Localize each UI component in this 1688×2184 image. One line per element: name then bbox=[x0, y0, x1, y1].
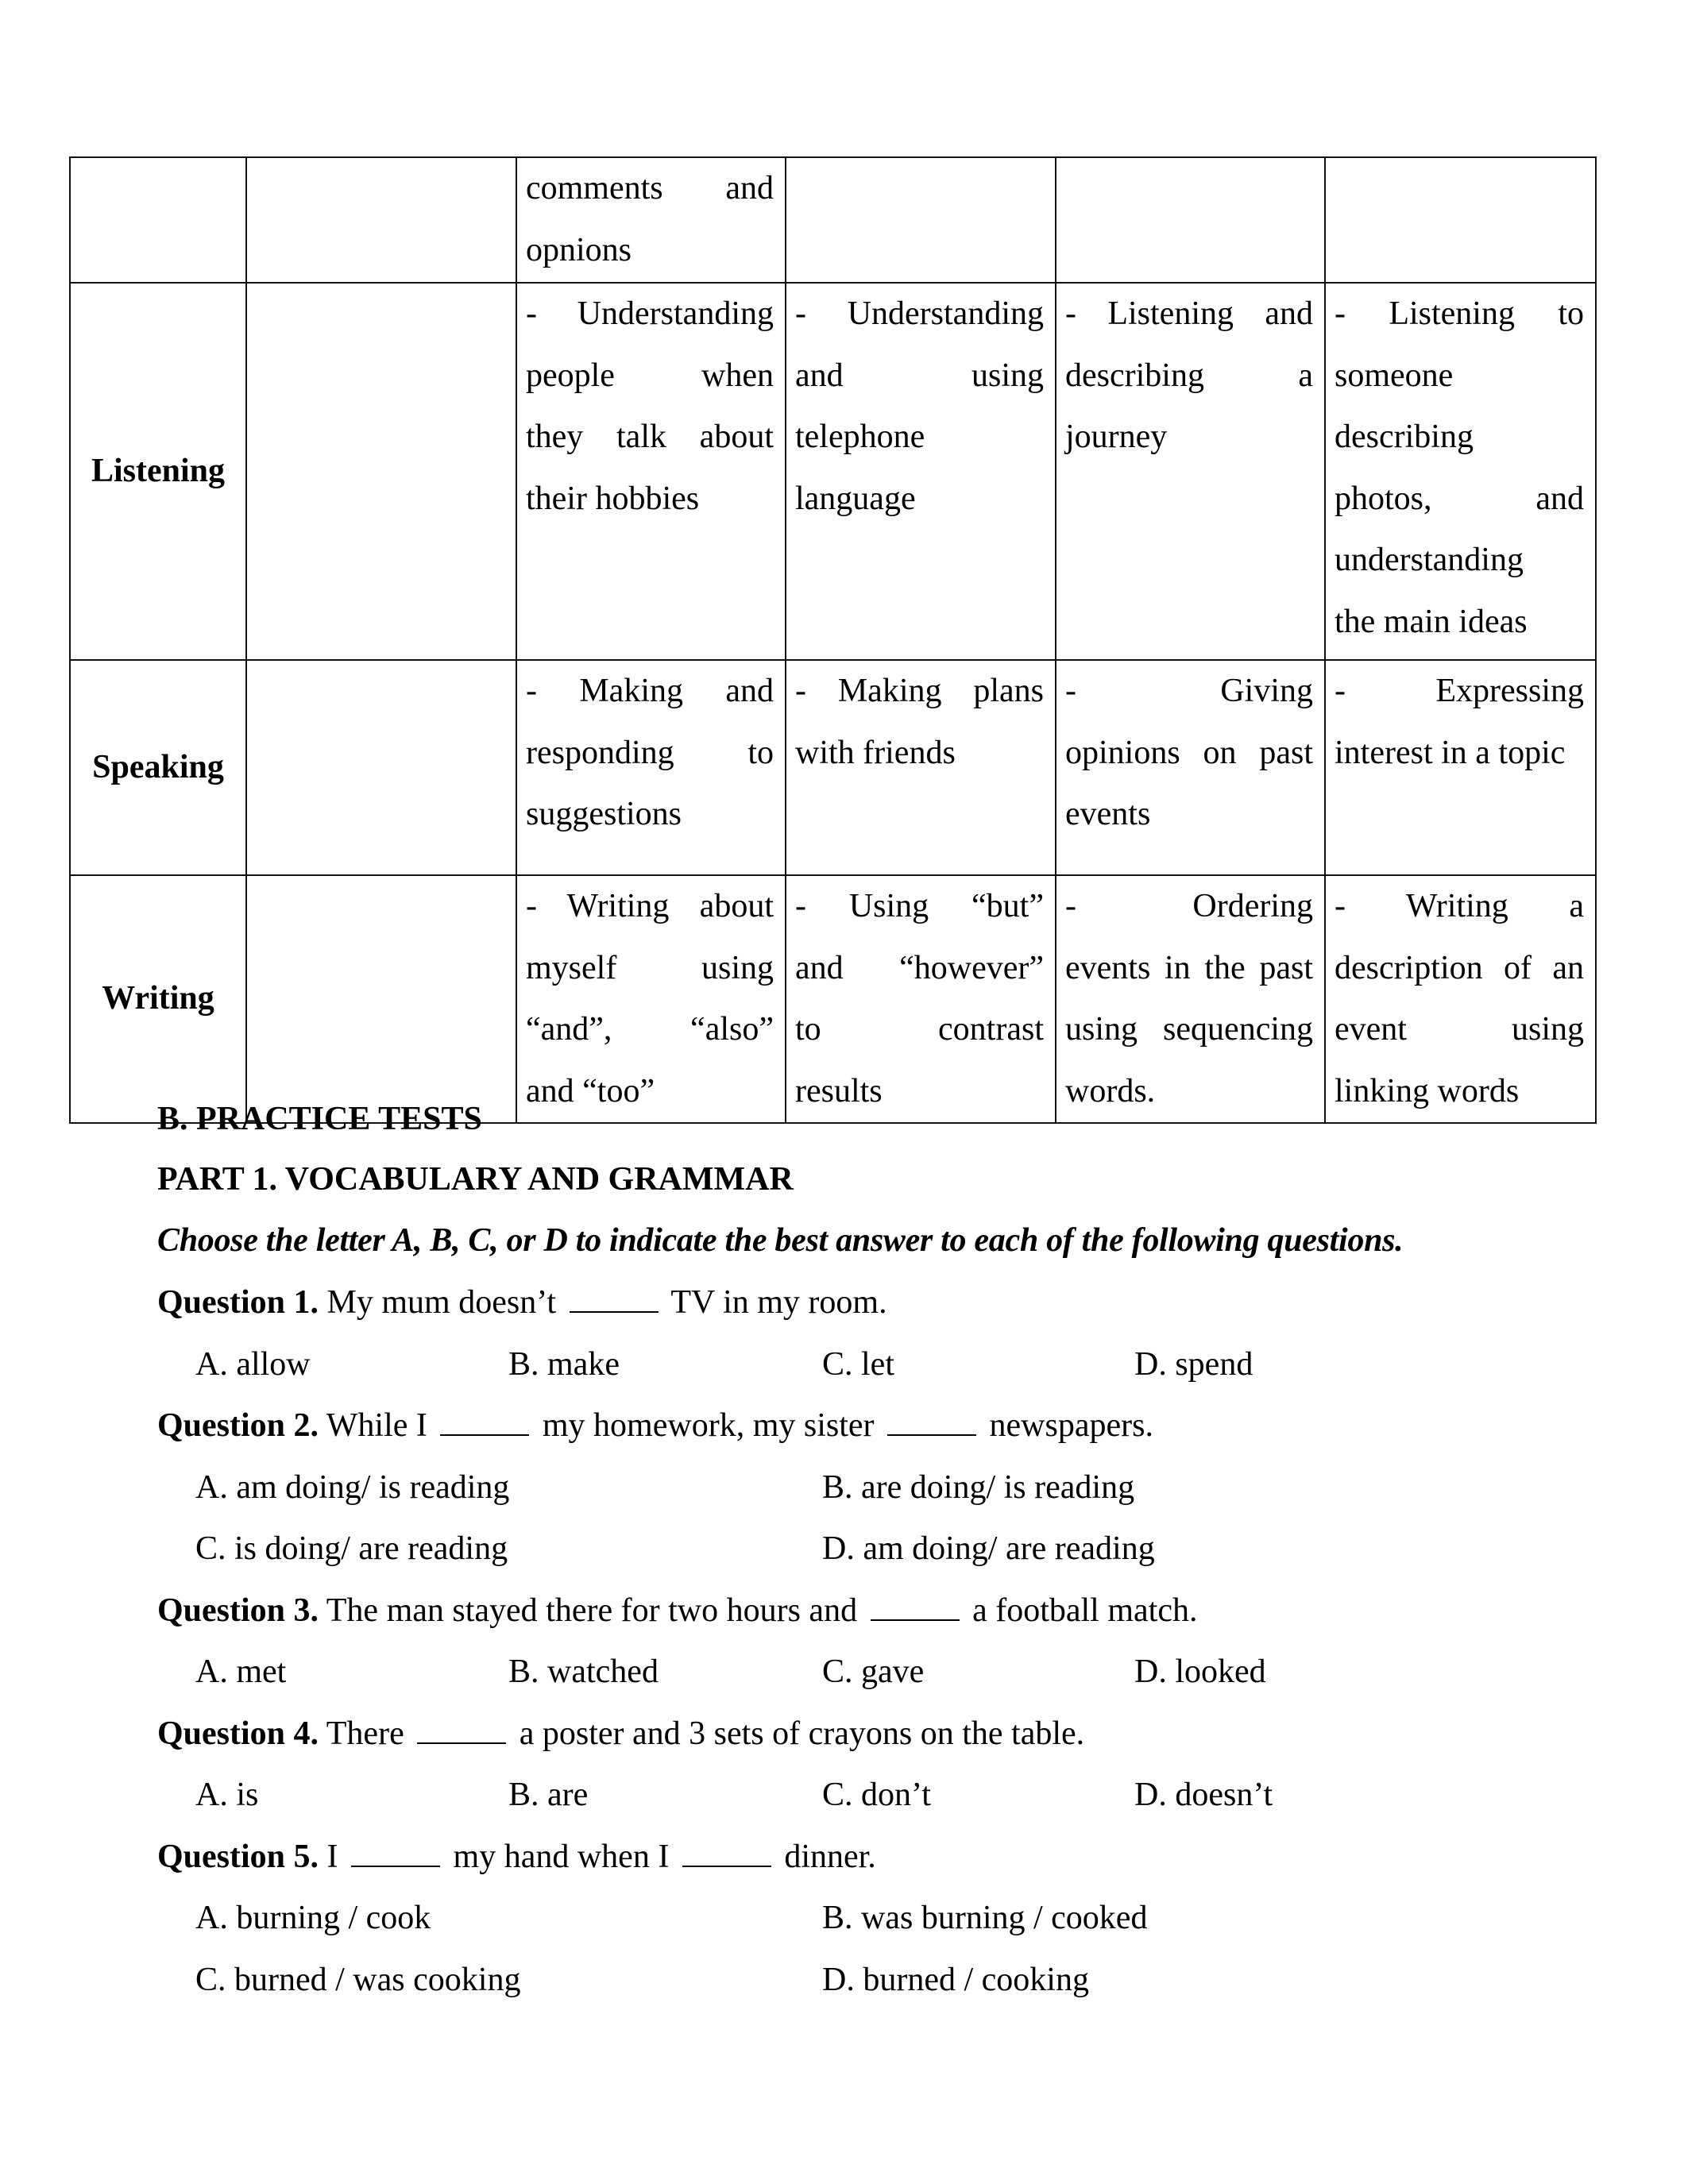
cell-line: with friends bbox=[795, 734, 956, 771]
instructions: Choose the letter A, B, C, or D to indicate the best answer to each of the following questions. bbox=[157, 1222, 1404, 1259]
cell-line: and “too” bbox=[526, 1072, 655, 1109]
table-cell bbox=[516, 157, 786, 283]
table-cell bbox=[246, 875, 516, 1123]
cell-line: events in the past bbox=[1065, 949, 1313, 986]
cell-line: comments and bbox=[526, 170, 774, 206]
cell-line: interest in a topic bbox=[1335, 734, 1566, 771]
cell-line: linking words bbox=[1335, 1072, 1520, 1109]
cell-line: they talk about bbox=[526, 419, 774, 455]
skills-table bbox=[69, 156, 1597, 1124]
option-c[interactable]: C. let bbox=[822, 1345, 894, 1383]
table-cell bbox=[786, 875, 1056, 1123]
table-row bbox=[70, 157, 1596, 283]
option-d[interactable]: D. spend bbox=[1134, 1345, 1253, 1383]
question-label: Question 2. bbox=[157, 1407, 319, 1444]
question-text: TV in my room. bbox=[662, 1284, 887, 1321]
cell-line: - Writing about bbox=[526, 888, 774, 924]
cell-line: opnions bbox=[526, 231, 632, 268]
option-b[interactable]: B. was burning / cooked bbox=[822, 1900, 1148, 1936]
cell-line: - Ordering bbox=[1065, 888, 1313, 924]
cell-line: - Making plans bbox=[795, 673, 1044, 709]
question-text: While I bbox=[326, 1407, 436, 1444]
table-cell bbox=[246, 157, 516, 283]
cell-line: myself using bbox=[526, 949, 774, 986]
table-cell bbox=[1056, 875, 1325, 1123]
option-c[interactable]: C. gave bbox=[822, 1653, 925, 1690]
option-b[interactable]: B. make bbox=[508, 1345, 620, 1383]
cell-line: words. bbox=[1065, 1072, 1156, 1109]
cell-line: and “however” bbox=[795, 949, 1044, 986]
question-text: a poster and 3 sets of crayons on the table. bbox=[511, 1715, 1085, 1752]
cell-line: telephone bbox=[795, 419, 925, 455]
table-cell bbox=[1325, 157, 1596, 283]
option-d[interactable]: D. burned / cooking bbox=[822, 1961, 1089, 1998]
cell-line: and using bbox=[795, 357, 1044, 394]
question-text: dinner. bbox=[775, 1838, 876, 1875]
cell-line: someone bbox=[1335, 357, 1454, 394]
option-b[interactable]: B. are bbox=[508, 1777, 589, 1813]
option-b[interactable]: B. watched bbox=[508, 1653, 659, 1690]
question-text: my hand when I bbox=[445, 1838, 678, 1875]
cell-line: “and”, “also” bbox=[526, 1011, 774, 1048]
table-row bbox=[70, 660, 1596, 875]
answer-blank bbox=[351, 1858, 440, 1867]
cell-line: - Making and bbox=[526, 673, 774, 709]
answer-blank bbox=[570, 1303, 659, 1313]
table-cell bbox=[786, 660, 1056, 875]
table-row bbox=[70, 875, 1596, 1123]
table-cell bbox=[1325, 875, 1596, 1123]
cell-line: - Listening and bbox=[1065, 295, 1313, 332]
question-text: my homework, my sister bbox=[534, 1407, 883, 1444]
skill-label: Writing bbox=[70, 875, 246, 1123]
question-text: The man stayed there for two hours and bbox=[326, 1592, 866, 1629]
question-4 bbox=[157, 1717, 1084, 1750]
question-3 bbox=[157, 1594, 1197, 1627]
option-c[interactable]: C. burned / was cooking bbox=[195, 1961, 521, 1998]
table-cell bbox=[1056, 283, 1325, 660]
part-title: PART 1. VOCABULARY AND GRAMMAR bbox=[157, 1161, 794, 1198]
answer-blank bbox=[887, 1426, 976, 1436]
cell-line: journey bbox=[1065, 419, 1168, 455]
table-cell bbox=[246, 660, 516, 875]
table-cell bbox=[1056, 157, 1325, 283]
question-2 bbox=[157, 1409, 1153, 1442]
table-cell bbox=[1325, 283, 1596, 660]
table-cell bbox=[516, 660, 786, 875]
table-row bbox=[70, 283, 1596, 660]
option-d[interactable]: D. am doing/ are reading bbox=[822, 1530, 1155, 1567]
question-label: Question 5. bbox=[157, 1838, 319, 1875]
question-text: a football match. bbox=[964, 1592, 1198, 1629]
answer-blank bbox=[682, 1858, 771, 1867]
question-label: Question 3. bbox=[157, 1592, 319, 1629]
option-b[interactable]: B. are doing/ is reading bbox=[822, 1468, 1135, 1506]
table-cell bbox=[516, 875, 786, 1123]
cell-line: using sequencing bbox=[1065, 1011, 1313, 1048]
question-text: I bbox=[326, 1838, 347, 1875]
option-a[interactable]: A. allow bbox=[195, 1345, 311, 1383]
table-cell bbox=[1056, 660, 1325, 875]
cell-line: their hobbies bbox=[526, 480, 700, 517]
cell-line: - Expressing bbox=[1335, 673, 1584, 709]
table-cell bbox=[786, 283, 1056, 660]
cell-line: events bbox=[1065, 796, 1151, 832]
cell-line: photos, and bbox=[1335, 480, 1584, 517]
cell-line: - Listening to bbox=[1335, 295, 1584, 332]
cell-line: - Understanding bbox=[526, 295, 774, 332]
question-text: There bbox=[326, 1715, 413, 1752]
option-d[interactable]: D. doesn’t bbox=[1134, 1777, 1273, 1813]
cell-line: - Using “but” bbox=[795, 888, 1044, 924]
cell-line: the main ideas bbox=[1335, 603, 1528, 640]
cell-line: understanding bbox=[1335, 542, 1524, 578]
option-a[interactable]: A. burning / cook bbox=[195, 1900, 431, 1936]
question-5 bbox=[157, 1840, 876, 1873]
cell-line: - Giving bbox=[1065, 673, 1313, 709]
table-cell bbox=[786, 157, 1056, 283]
cell-line: language bbox=[795, 480, 916, 517]
skill-label: Listening bbox=[70, 283, 246, 660]
option-a[interactable]: A. is bbox=[195, 1777, 259, 1813]
answer-blank bbox=[440, 1426, 529, 1436]
cell-line: - Understanding bbox=[795, 295, 1044, 332]
cell-line: responding to bbox=[526, 734, 774, 771]
cell-line: - Writing a bbox=[1335, 888, 1584, 924]
table-cell bbox=[1325, 660, 1596, 875]
cell-line: describing bbox=[1335, 419, 1474, 455]
table-cell bbox=[246, 283, 516, 660]
cell-line: event using bbox=[1335, 1011, 1584, 1048]
answer-blank bbox=[871, 1611, 960, 1621]
question-text: newspapers. bbox=[981, 1407, 1153, 1444]
question-label: Question 1. bbox=[157, 1284, 319, 1321]
cell-line: suggestions bbox=[526, 796, 682, 832]
skill-label: Speaking bbox=[70, 660, 246, 875]
option-c[interactable]: C. is doing/ are reading bbox=[195, 1530, 508, 1567]
section-title: B. PRACTICE TESTS bbox=[157, 1101, 482, 1137]
cell-line: to contrast bbox=[795, 1011, 1044, 1048]
option-a[interactable]: A. met bbox=[195, 1653, 287, 1690]
question-label: Question 4. bbox=[157, 1715, 319, 1752]
cell-line: description of an bbox=[1335, 949, 1584, 986]
cell-line: describing a bbox=[1065, 357, 1313, 394]
table-cell bbox=[516, 283, 786, 660]
option-c[interactable]: C. don’t bbox=[822, 1777, 931, 1813]
cell-line: results bbox=[795, 1072, 883, 1109]
question-1 bbox=[157, 1286, 887, 1319]
option-a[interactable]: A. am doing/ is reading bbox=[195, 1468, 510, 1506]
option-d[interactable]: D. looked bbox=[1134, 1653, 1266, 1690]
skill-label bbox=[70, 157, 246, 283]
cell-line: people when bbox=[526, 357, 774, 394]
cell-line: opinions on past bbox=[1065, 734, 1313, 771]
answer-blank bbox=[417, 1734, 506, 1744]
question-text: My mum doesn’t bbox=[326, 1284, 565, 1321]
